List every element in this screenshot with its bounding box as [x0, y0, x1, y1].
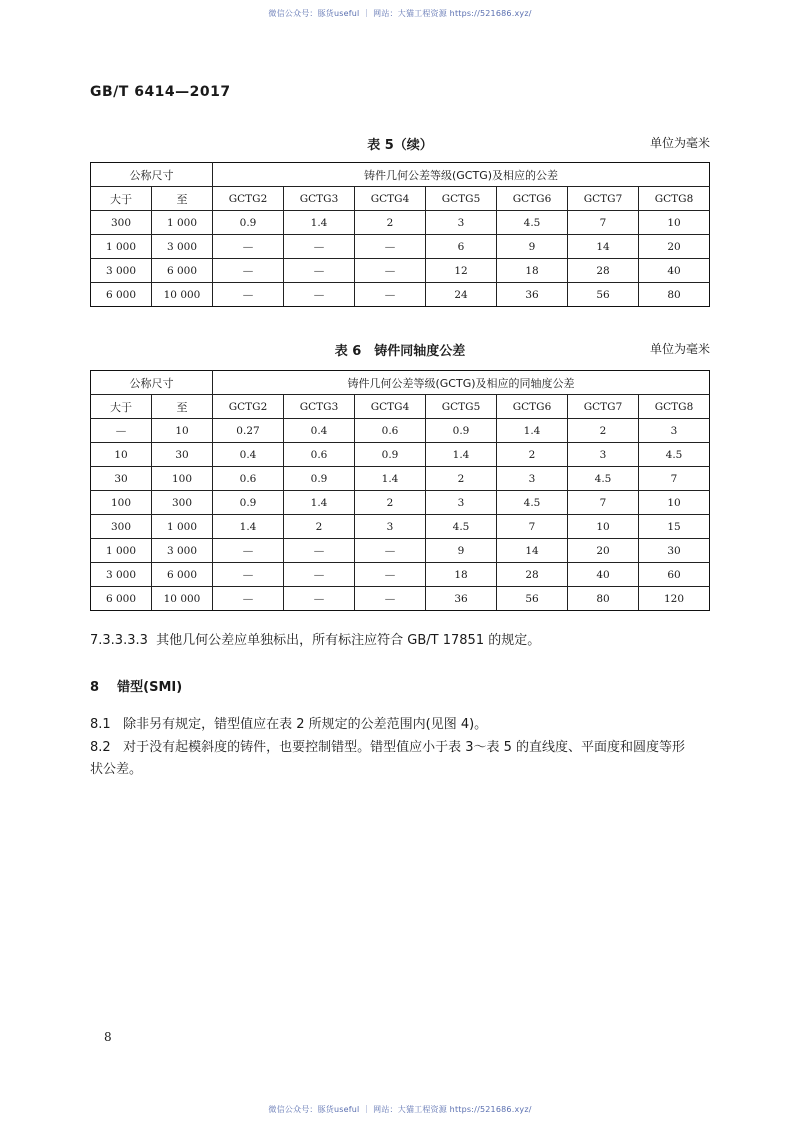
table6-cell: 0.27	[213, 419, 284, 443]
table6-cell: 36	[426, 587, 497, 611]
table6-grade-col: GCTG2	[213, 395, 284, 419]
table6-cell: 3	[355, 515, 426, 539]
table5-cell: 2	[355, 211, 426, 235]
table5-cell: —	[213, 259, 284, 283]
table6-row	[91, 563, 710, 587]
clause-8-2	[90, 737, 710, 781]
table6-cell: 18	[426, 563, 497, 587]
table5-cell: 56	[568, 283, 639, 307]
table6-cell: 0.9	[355, 443, 426, 467]
table6-cell: 30	[91, 467, 152, 491]
table6-cell: —	[213, 539, 284, 563]
table6-cell: 60	[639, 563, 710, 587]
table5-cell: 10	[639, 211, 710, 235]
table6-cell: 14	[497, 539, 568, 563]
clause-8-1	[90, 714, 710, 736]
table6-cell: 7	[568, 491, 639, 515]
table5-cell: —	[213, 283, 284, 307]
table5-grade-col: GCTG3	[284, 187, 355, 211]
table6-cell: 3	[568, 443, 639, 467]
table6-cell: 7	[639, 467, 710, 491]
table5-cell: 1 000	[152, 211, 213, 235]
table5-cell: —	[355, 283, 426, 307]
table6-cell: 30	[152, 443, 213, 467]
table5-header-row-2	[91, 187, 710, 211]
table6-cell: 0.4	[284, 419, 355, 443]
table5-cell: 300	[91, 211, 152, 235]
table6-cell: —	[355, 563, 426, 587]
table6-cell: 1.4	[497, 419, 568, 443]
table6-cell: 10	[568, 515, 639, 539]
table5-cell: —	[284, 283, 355, 307]
table5-cell: 6	[426, 235, 497, 259]
table6-cell: —	[284, 587, 355, 611]
table6-cell: 4.5	[497, 491, 568, 515]
table6-header-row-1	[91, 371, 710, 395]
table5-grade-col: GCTG2	[213, 187, 284, 211]
table5-cell: 80	[639, 283, 710, 307]
table6-cell: —	[213, 587, 284, 611]
table6-cell: 2	[568, 419, 639, 443]
watermark-bottom: 微信公众号：豚货useful ｜ 网站：大猫工程资源 https://521686.xyz/	[268, 1105, 532, 1114]
table5-cell: 3 000	[152, 235, 213, 259]
clause-text-line-2: 状公差。	[90, 762, 143, 777]
table6-cell: —	[213, 563, 284, 587]
table6-cell: 0.6	[284, 443, 355, 467]
table6-cell: 15	[639, 515, 710, 539]
table6-cell: 30	[639, 539, 710, 563]
table6-cell: 1.4	[213, 515, 284, 539]
table6-cell: —	[284, 563, 355, 587]
table6-cell: —	[355, 587, 426, 611]
table6-cell: 4.5	[639, 443, 710, 467]
table5-cell: —	[355, 259, 426, 283]
table5-cell: —	[284, 259, 355, 283]
table6-cell: 3	[639, 419, 710, 443]
table6-cell: 1.4	[284, 491, 355, 515]
table6-cell: 4.5	[568, 467, 639, 491]
table6-cell: 10	[639, 491, 710, 515]
table6-grade-col: GCTG8	[639, 395, 710, 419]
table6-cell: 80	[568, 587, 639, 611]
table6-row	[91, 587, 710, 611]
table6-cell: 1.4	[355, 467, 426, 491]
table6-row	[91, 491, 710, 515]
table6-nominal-size-header: 公称尺寸	[91, 371, 213, 395]
table6-cell: 28	[497, 563, 568, 587]
table6-row	[91, 419, 710, 443]
table6-cell: —	[284, 539, 355, 563]
table5-cell: 1 000	[91, 235, 152, 259]
table6-title: 表 6 铸件同轴度公差	[334, 344, 466, 359]
table6-row	[91, 443, 710, 467]
table6-row	[91, 539, 710, 563]
table5-grade-col: GCTG7	[568, 187, 639, 211]
table5	[90, 162, 710, 307]
table5-cell: 1.4	[284, 211, 355, 235]
table5-cell: 12	[426, 259, 497, 283]
table6-cell: 10	[91, 443, 152, 467]
clause-number: 7.3.3.3.3	[90, 633, 148, 648]
table5-cell: 28	[568, 259, 639, 283]
table6-cell: 9	[426, 539, 497, 563]
table6-cell: 0.4	[213, 443, 284, 467]
table6-grade-col: GCTG4	[355, 395, 426, 419]
table6-grade-col: GCTG7	[568, 395, 639, 419]
table6-cell: 56	[497, 587, 568, 611]
table6-cell: —	[355, 539, 426, 563]
table6-cell: 0.6	[355, 419, 426, 443]
table6-cell: 300	[91, 515, 152, 539]
table6-cell: 100	[152, 467, 213, 491]
table5-grade-col: GCTG4	[355, 187, 426, 211]
table5-cell: —	[355, 235, 426, 259]
table6-grade-col: GCTG3	[284, 395, 355, 419]
section-number: 8	[90, 680, 100, 695]
table6	[90, 370, 710, 611]
table6-cell: 0.9	[213, 491, 284, 515]
table6-cell: 0.6	[213, 467, 284, 491]
table5-grade-col: GCTG8	[639, 187, 710, 211]
table6-cell: 120	[639, 587, 710, 611]
table6-cell: 3	[497, 467, 568, 491]
table5-cell: 9	[497, 235, 568, 259]
table5-header-row-1	[91, 163, 710, 187]
table6-cell: 2	[426, 467, 497, 491]
table6-col-upto: 至	[152, 395, 213, 419]
table6-cell: 6 000	[152, 563, 213, 587]
table6-caption	[90, 340, 710, 358]
standard-code: GB/T 6414—2017	[90, 84, 231, 100]
clause-text: 其他几何公差应单独标出，所有标注应符合 GB/T 17851 的规定。	[156, 633, 541, 648]
clause-7-3-3-3-3	[90, 630, 710, 652]
table6-cell: 0.9	[426, 419, 497, 443]
table5-cell: 10 000	[152, 283, 213, 307]
table6-header-row-2	[91, 395, 710, 419]
table6-cell: 1 000	[91, 539, 152, 563]
table6-cell: 2	[284, 515, 355, 539]
table6-cell: 10	[152, 419, 213, 443]
table6-grade-col: GCTG6	[497, 395, 568, 419]
table6-cell: 1 000	[152, 515, 213, 539]
table5-cell: 3 000	[91, 259, 152, 283]
table5-cell: 40	[639, 259, 710, 283]
table5-row	[91, 283, 710, 307]
table5-cell: 20	[639, 235, 710, 259]
table6-row	[91, 515, 710, 539]
table6-cell: 2	[497, 443, 568, 467]
table5-col-upto: 至	[152, 187, 213, 211]
table6-cell: 6 000	[91, 587, 152, 611]
table6-cell: 20	[568, 539, 639, 563]
table5-grade-col: GCTG6	[497, 187, 568, 211]
table5-cell: —	[213, 235, 284, 259]
table6-cell: 1.4	[426, 443, 497, 467]
table6-cell: 10 000	[152, 587, 213, 611]
table5-cell: 36	[497, 283, 568, 307]
table5-caption	[90, 134, 710, 152]
clause-number: 8.2	[90, 740, 111, 755]
table6-cell: 100	[91, 491, 152, 515]
section-title: 错型(SMI)	[117, 680, 183, 695]
table6-cell: 3 000	[91, 563, 152, 587]
page-number: 8	[104, 1030, 112, 1044]
table6-col-over: 大于	[91, 395, 152, 419]
table5-cell: 6 000	[152, 259, 213, 283]
table5-col-over: 大于	[91, 187, 152, 211]
table6-cell: 0.9	[284, 467, 355, 491]
table6-cell: —	[91, 419, 152, 443]
table6-cell: 2	[355, 491, 426, 515]
table6-cell: 7	[497, 515, 568, 539]
table6-cell: 300	[152, 491, 213, 515]
table5-cell: 3	[426, 211, 497, 235]
table5-cell: 24	[426, 283, 497, 307]
table5-cell: 7	[568, 211, 639, 235]
clause-text: 除非另有规定，错型值应在表 2 所规定的公差范围内(见图 4)。	[123, 717, 488, 732]
table6-grade-col: GCTG5	[426, 395, 497, 419]
table5-cell: 4.5	[497, 211, 568, 235]
table5-title: 表 5（续）	[367, 138, 433, 153]
table5-row	[91, 211, 710, 235]
table6-cell: 4.5	[426, 515, 497, 539]
table6-cell: 3 000	[152, 539, 213, 563]
clause-number: 8.1	[90, 717, 111, 732]
section-8-heading	[90, 676, 182, 695]
table5-unit: 单位为毫米	[649, 136, 710, 150]
table5-nominal-size-header: 公称尺寸	[91, 163, 213, 187]
table5-grade-header: 铸件几何公差等级(GCTG)及相应的公差	[213, 163, 710, 187]
table5-row	[91, 259, 710, 283]
table6-unit: 单位为毫米	[649, 342, 710, 356]
clause-text-line-1: 对于没有起模斜度的铸件，也要控制错型。错型值应小于表 3～表 5 的直线度、平面度和圆度等形	[123, 740, 686, 755]
table5-cell: 0.9	[213, 211, 284, 235]
table6-cell: 3	[426, 491, 497, 515]
table6-cell: 40	[568, 563, 639, 587]
watermark-top: 微信公众号：豚货useful ｜ 网站：大猫工程资源 https://521686.xyz/	[268, 9, 532, 18]
table5-cell: 6 000	[91, 283, 152, 307]
table5-grade-col: GCTG5	[426, 187, 497, 211]
table6-grade-header: 铸件几何公差等级(GCTG)及相应的同轴度公差	[213, 371, 710, 395]
table5-row	[91, 235, 710, 259]
table5-cell: 18	[497, 259, 568, 283]
table5-cell: 14	[568, 235, 639, 259]
table5-cell: —	[284, 235, 355, 259]
table6-row	[91, 467, 710, 491]
